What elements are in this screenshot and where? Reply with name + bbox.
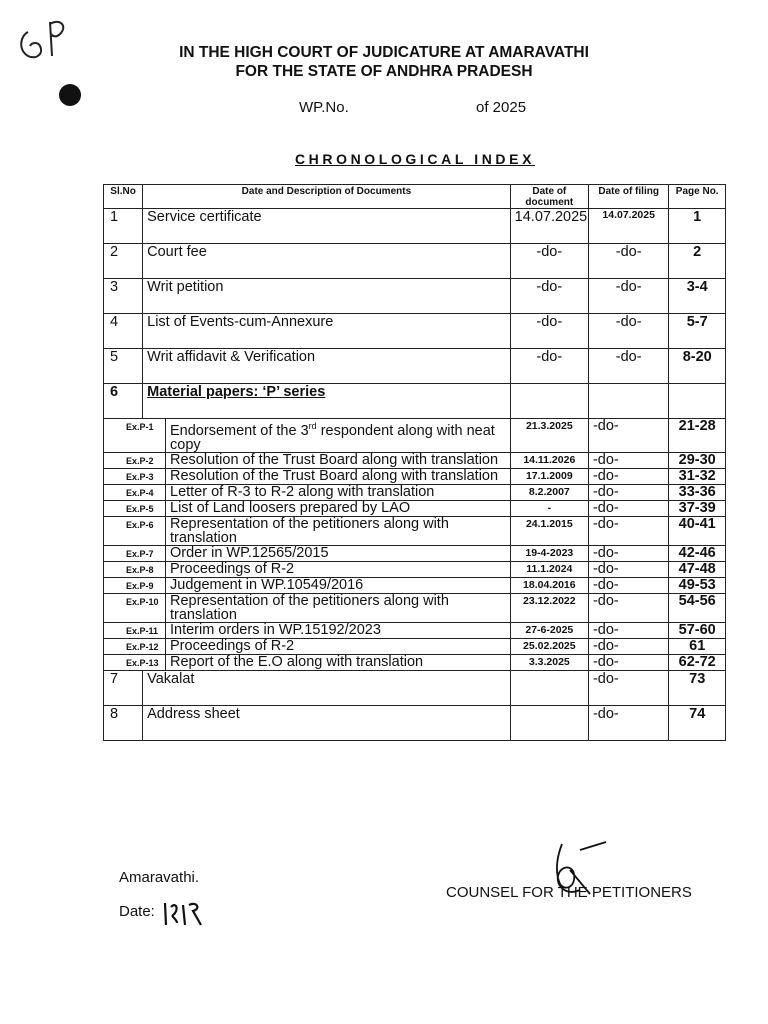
page-number: 29-30 (669, 452, 726, 468)
date-of-filing: -do- (588, 452, 668, 468)
exhibit-row (104, 500, 726, 516)
exhibit-number: Ex.P-10 (126, 596, 159, 607)
exhibit-number: Ex.P-4 (126, 487, 154, 498)
date-of-filing: -do- (588, 545, 668, 561)
page-number: 49-53 (669, 577, 726, 593)
page-number (669, 384, 726, 419)
table-row (104, 670, 726, 705)
exhibit-row (104, 561, 726, 577)
page-number: 62-72 (669, 654, 726, 670)
date-of-document: 21.3.2025 (510, 419, 588, 453)
table-row (104, 705, 726, 740)
punch-hole-dot (59, 84, 81, 106)
column-header: Date of filing (588, 185, 668, 209)
date-of-document: 11.1.2024 (510, 561, 588, 577)
table-row (104, 279, 726, 314)
exhibit-cell (104, 484, 511, 500)
exhibit-row (104, 468, 726, 484)
date-of-filing: -do- (588, 670, 668, 705)
date-of-filing: -do- (588, 577, 668, 593)
exhibit-number: Ex.P-6 (126, 519, 154, 530)
page-number: 61 (669, 638, 726, 654)
court-state: FOR THE STATE OF ANDHRA PRADESH (235, 63, 533, 80)
wp-number-label: WP.No. (299, 99, 349, 116)
exhibit-row (104, 654, 726, 670)
court-name: IN THE HIGH COURT OF JUDICATURE AT AMARAVATHI (179, 44, 589, 61)
exhibit-cell (104, 654, 511, 670)
exhibit-number: Ex.P-9 (126, 580, 154, 591)
date-of-filing: -do- (588, 593, 668, 622)
exhibit-cell (104, 638, 511, 654)
exhibit-row (104, 638, 726, 654)
table-row (104, 349, 726, 384)
exhibit-description: Representation of the petitioners along with translation (170, 515, 449, 546)
date-of-document (510, 384, 588, 419)
chronological-index-table (103, 184, 726, 741)
exhibit-row (104, 593, 726, 622)
date-of-filing: -do- (588, 654, 668, 670)
page-number: 74 (669, 705, 726, 740)
document-description: Vakalat (143, 670, 511, 705)
exhibit-number: Ex.P-12 (126, 641, 159, 652)
date-of-filing: -do- (588, 419, 668, 453)
exhibit-cell (104, 545, 511, 561)
date-of-document: 18.04.2016 (510, 577, 588, 593)
exhibit-cell (104, 593, 511, 622)
page-number: 33-36 (669, 484, 726, 500)
page-number: 5-7 (669, 314, 726, 349)
date-of-document: -do- (510, 279, 588, 314)
serial-number: 2 (104, 244, 143, 279)
exhibit-description: Judgement in WP.10549/2016 (170, 576, 364, 593)
table-row (104, 314, 726, 349)
exhibit-number: Ex.P-13 (126, 657, 159, 668)
exhibit-description: List of Land loosers prepared by LAO (170, 499, 411, 516)
date-of-filing (588, 384, 668, 419)
date-of-document: 8.2.2007 (510, 484, 588, 500)
date-of-filing: -do- (588, 516, 668, 545)
serial-number: 3 (104, 279, 143, 314)
date-of-document: 17.1.2009 (510, 468, 588, 484)
date-of-document: 3.3.2025 (510, 654, 588, 670)
page-number: 40-41 (669, 516, 726, 545)
page-number: 73 (669, 670, 726, 705)
serial-number: 4 (104, 314, 143, 349)
column-header: Sl.No (104, 185, 143, 209)
document-description: Service certificate (143, 209, 511, 244)
exhibit-cell (104, 468, 511, 484)
exhibit-row (104, 577, 726, 593)
date-of-document: 24.1.2015 (510, 516, 588, 545)
document-description: Court fee (143, 244, 511, 279)
page-number: 3-4 (669, 279, 726, 314)
serial-number: 5 (104, 349, 143, 384)
document-description: Writ petition (143, 279, 511, 314)
page-number: 42-46 (669, 545, 726, 561)
exhibit-number: Ex.P-2 (126, 455, 154, 466)
date-of-filing: -do- (588, 244, 668, 279)
exhibit-number: Ex.P-1 (126, 422, 154, 432)
page-number: 37-39 (669, 500, 726, 516)
exhibit-cell (104, 561, 511, 577)
date-of-document (510, 705, 588, 740)
date-label: Date: (119, 903, 155, 920)
exhibit-description: Resolution of the Trust Board along with translation (170, 451, 499, 468)
page-number: 57-60 (669, 622, 726, 638)
exhibit-row (104, 484, 726, 500)
table-row (104, 384, 726, 419)
column-header: Date and Description of Documents (143, 185, 511, 209)
exhibit-cell (104, 452, 511, 468)
date-of-document: -do- (510, 314, 588, 349)
date-of-filing: -do- (588, 561, 668, 577)
serial-number: 1 (104, 209, 143, 244)
exhibit-description: Interim orders in WP.15192/2023 (170, 621, 381, 638)
column-header: Date of document (510, 185, 588, 209)
document-description: List of Events-cum-Annexure (143, 314, 511, 349)
page-number: 47-48 (669, 561, 726, 577)
date-of-document: -do- (510, 244, 588, 279)
exhibit-number: Ex.P-8 (126, 564, 154, 575)
date-of-filing: -do- (588, 500, 668, 516)
wp-year: of 2025 (476, 99, 527, 116)
date-of-filing: -do- (588, 349, 668, 384)
date-of-filing: -do- (588, 638, 668, 654)
date-of-document: -do- (510, 349, 588, 384)
date-of-filing: 14.07.2025 (588, 209, 668, 244)
date-of-document: 27-6-2025 (510, 622, 588, 638)
exhibit-cell (104, 419, 511, 453)
exhibit-description: Proceedings of R-2 (170, 560, 295, 577)
date-of-filing: -do- (588, 705, 668, 740)
exhibit-number: Ex.P-7 (126, 548, 154, 559)
date-of-document: 14.11.2026 (510, 452, 588, 468)
document-description: Address sheet (143, 705, 511, 740)
date-of-document (510, 670, 588, 705)
document-description: Material papers: ‘P’ series (143, 384, 511, 419)
exhibit-description: Resolution of the Trust Board along with translation (170, 467, 499, 484)
exhibit-row (104, 452, 726, 468)
exhibit-description: Report of the E.O along with translation (170, 653, 424, 670)
page-number: 2 (669, 244, 726, 279)
exhibit-row (104, 516, 726, 545)
date-of-document: - (510, 500, 588, 516)
table-row (104, 209, 726, 244)
page-number: 8-20 (669, 349, 726, 384)
date-of-filing: -do- (588, 279, 668, 314)
serial-number: 7 (104, 670, 143, 705)
counsel-signature-line: COUNSEL FOR THE PETITIONERS (446, 884, 692, 901)
date-of-document: 23.12.2022 (510, 593, 588, 622)
exhibit-description: Order in WP.12565/2015 (170, 544, 329, 561)
exhibit-row (104, 419, 726, 453)
date-of-filing: -do- (588, 622, 668, 638)
serial-number: 8 (104, 705, 143, 740)
index-title: CHRONOLOGICAL INDEX (294, 151, 536, 167)
exhibit-cell (104, 516, 511, 545)
exhibit-row (104, 545, 726, 561)
document-description: Writ affidavit & Verification (143, 349, 511, 384)
serial-number: 6 (104, 384, 143, 419)
date-of-filing: -do- (588, 314, 668, 349)
date-of-document: 19-4-2023 (510, 545, 588, 561)
date-of-document: 25.02.2025 (510, 638, 588, 654)
page-number: 21-28 (669, 419, 726, 453)
exhibit-description: Letter of R-3 to R-2 along with translation (170, 483, 435, 500)
exhibit-number: Ex.P-3 (126, 471, 154, 482)
exhibit-description: Proceedings of R-2 (170, 637, 295, 654)
exhibit-description: Representation of the petitioners along with translation (170, 592, 449, 623)
page-number: 54-56 (669, 593, 726, 622)
exhibit-number: Ex.P-5 (126, 503, 154, 514)
table-header-row (104, 185, 726, 209)
date-of-filing: -do- (588, 468, 668, 484)
column-header: Page No. (669, 185, 726, 209)
exhibit-row (104, 622, 726, 638)
handwritten-date-icon (161, 897, 213, 927)
place-of-signing: Amaravathi. (119, 869, 200, 886)
page-number: 31-32 (669, 468, 726, 484)
exhibit-number: Ex.P-11 (126, 625, 159, 636)
table-row (104, 244, 726, 279)
exhibit-cell (104, 500, 511, 516)
date-of-document: 14.07.2025 (510, 209, 588, 244)
page-number: 1 (669, 209, 726, 244)
exhibit-description: Endorsement of the 3rd respondent along with neat copy (170, 421, 495, 453)
exhibit-cell (104, 577, 511, 593)
date-of-filing: -do- (588, 484, 668, 500)
exhibit-cell (104, 622, 511, 638)
